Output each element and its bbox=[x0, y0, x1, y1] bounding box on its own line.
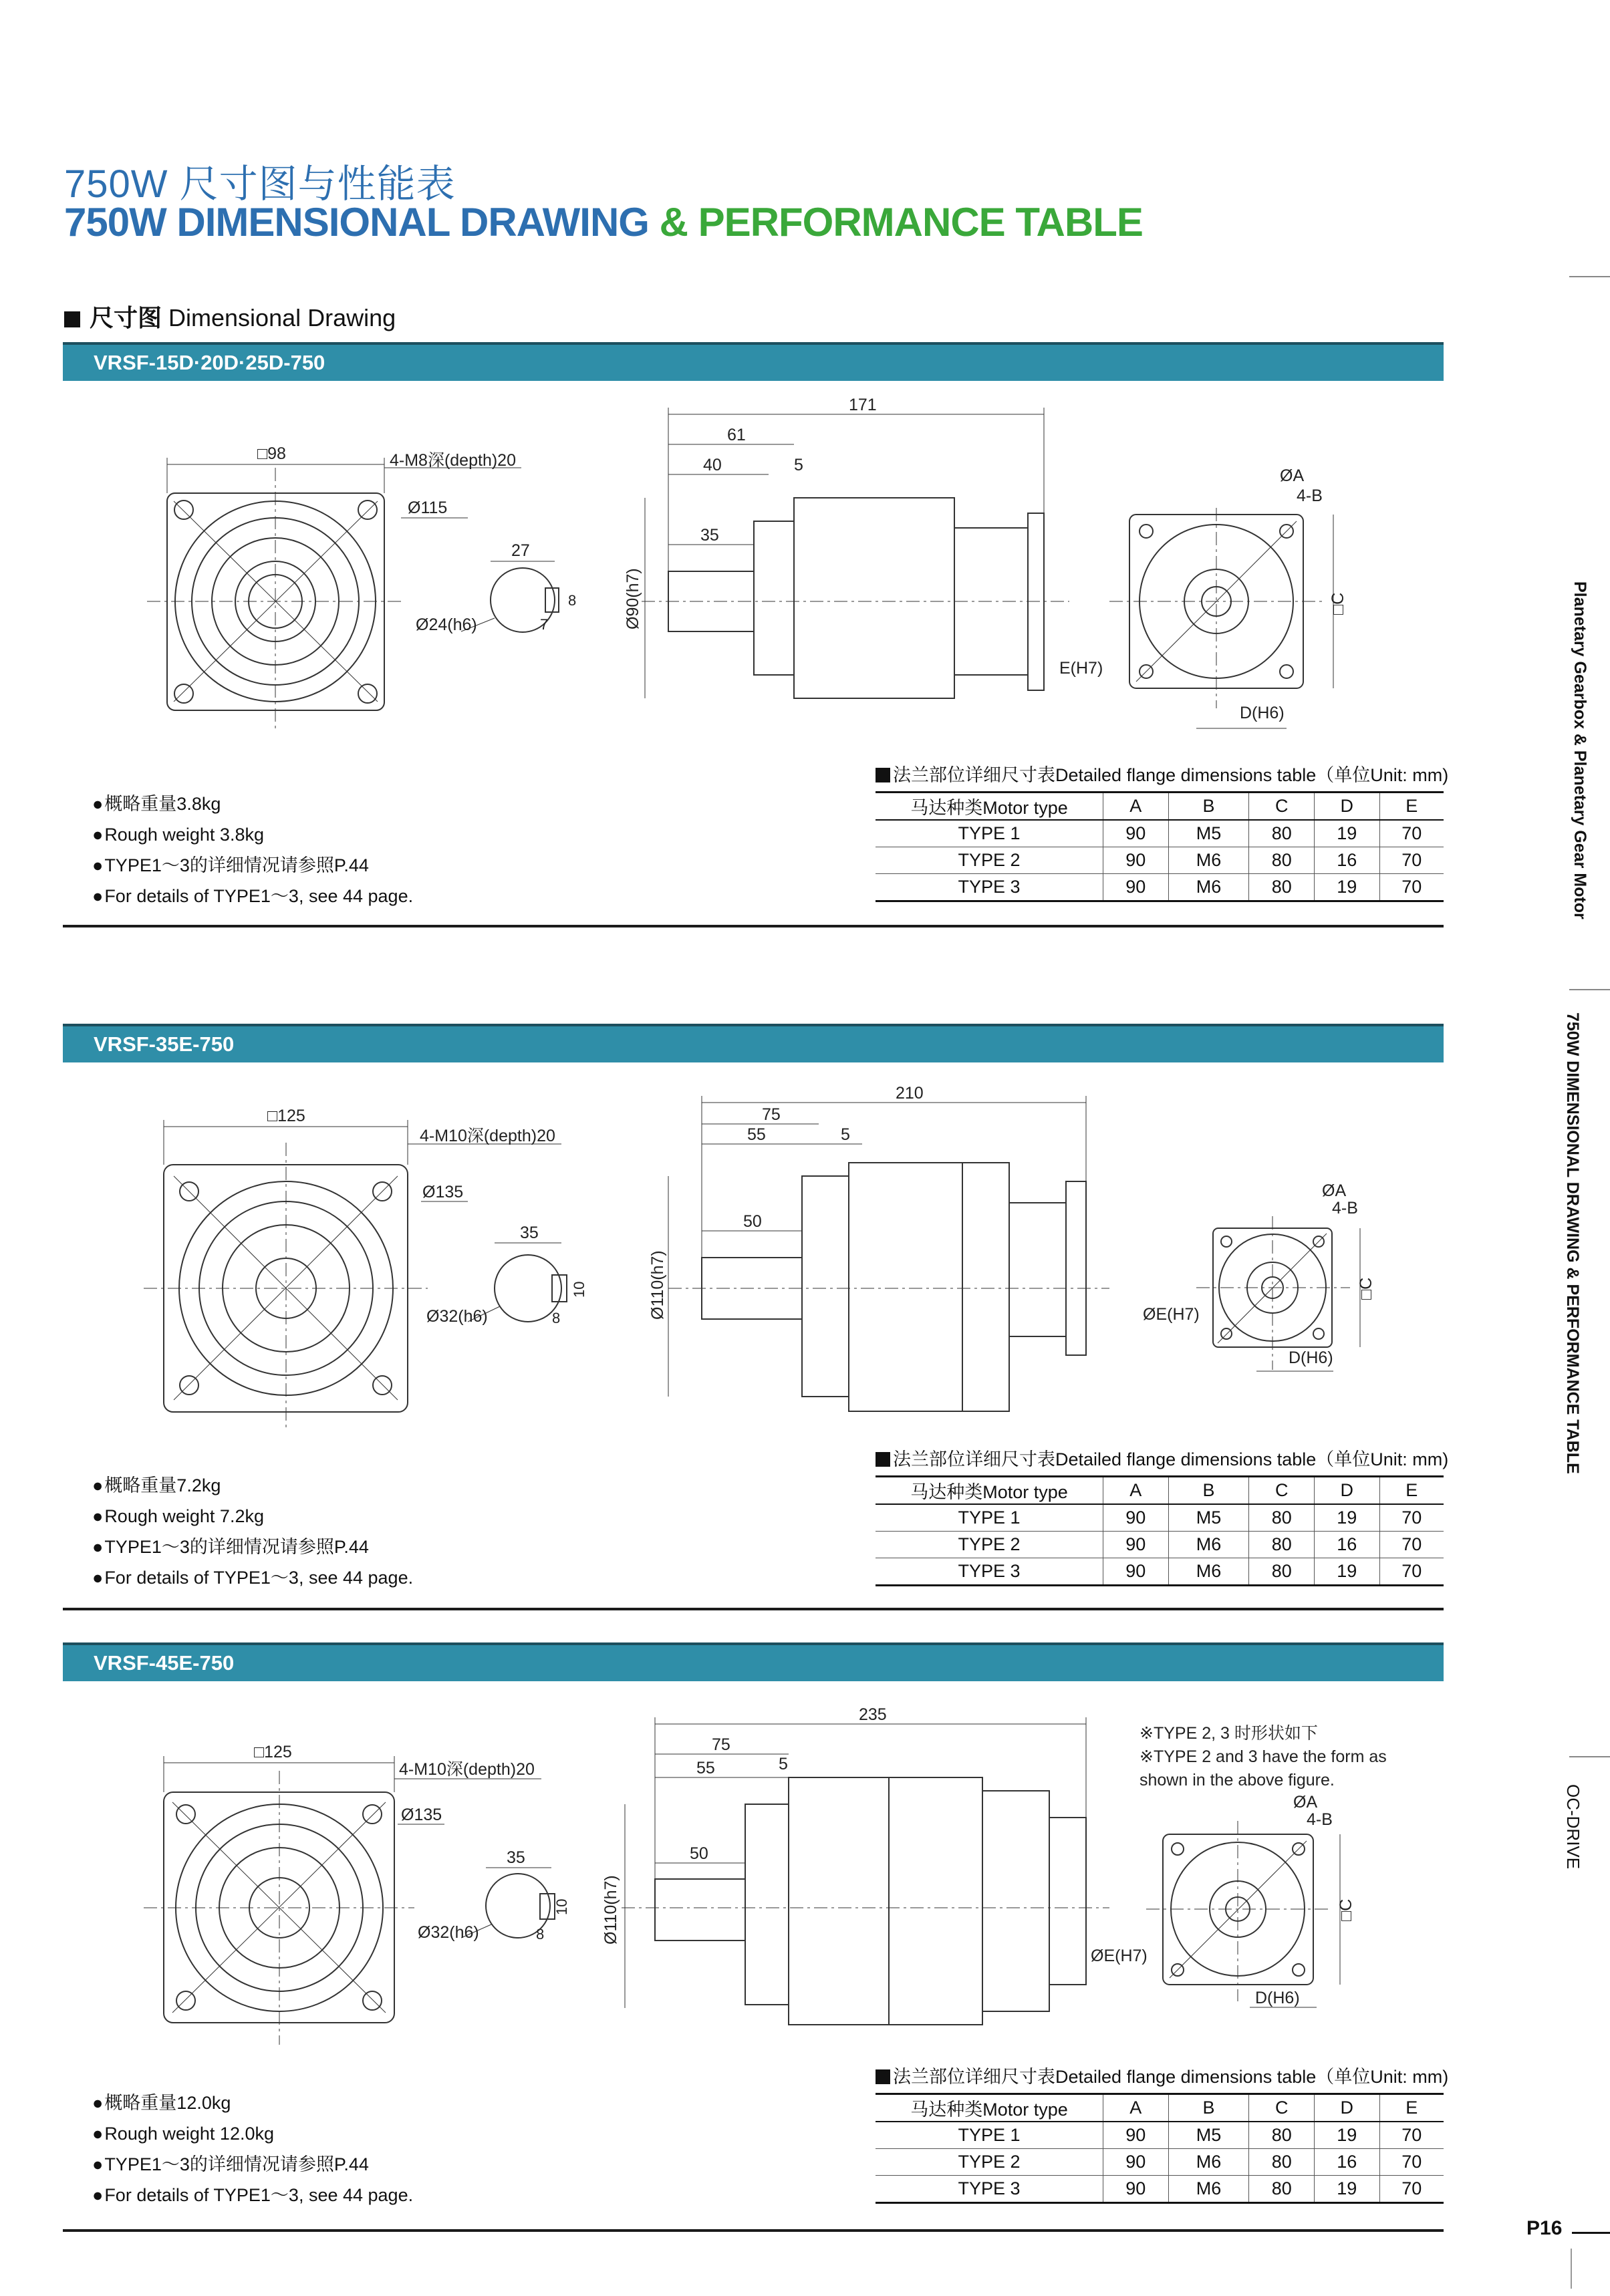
cell: 90 bbox=[1103, 1558, 1169, 1586]
side-label-brand: OC-DRIVE bbox=[1563, 1784, 1583, 1870]
dim-fd: D(H6) bbox=[1289, 1348, 1333, 1367]
title-en-main: 750W DIMENSIONAL DRAWING bbox=[64, 200, 649, 245]
type-note: ※TYPE 2, 3 时形状如下 bbox=[1139, 1724, 1318, 1743]
table-header-row bbox=[876, 2094, 1444, 2122]
dim-len-b: 55 bbox=[696, 1759, 715, 1777]
cell: 19 bbox=[1315, 2122, 1380, 2149]
table-row bbox=[876, 2176, 1444, 2203]
weight-notes bbox=[92, 788, 413, 911]
dim-key-d: 8 bbox=[552, 1310, 561, 1326]
flange-table-title-text: 法兰部位详细尺寸表Detailed flange dimensions table（单位Unit: mm) bbox=[893, 2067, 1449, 2087]
dim-shaft-len: 50 bbox=[743, 1212, 762, 1231]
dim-pcd: Ø135 bbox=[401, 1806, 442, 1824]
col-e: E bbox=[1379, 1477, 1444, 1505]
dim-thread: 4-M10深(depth)20 bbox=[399, 1760, 535, 1779]
table-row bbox=[876, 847, 1444, 874]
dim-len-c: 5 bbox=[841, 1125, 850, 1144]
dimensional-drawing-3 bbox=[0, 1684, 1610, 2058]
note-item: ● 概略重量3.8kg bbox=[92, 788, 413, 819]
dim-fe: ØE(H7) bbox=[1091, 1947, 1148, 1965]
cell: 19 bbox=[1315, 1504, 1380, 1532]
dim-fe: ØE(H7) bbox=[1143, 1305, 1200, 1324]
cell: 70 bbox=[1379, 1504, 1444, 1532]
page-number-rule bbox=[1572, 2232, 1610, 2234]
cell: 90 bbox=[1103, 2176, 1169, 2203]
table-row bbox=[876, 820, 1444, 847]
flange-table-title bbox=[876, 760, 1448, 786]
cell: M5 bbox=[1168, 2122, 1249, 2149]
dim-fa: ØA bbox=[1293, 1793, 1318, 1812]
col-d: D bbox=[1315, 1477, 1380, 1505]
section-heading-en: Dimensional Drawing bbox=[162, 304, 396, 331]
col-a: A bbox=[1103, 793, 1169, 821]
note-item: ● For details of TYPE1～3, see 44 page. bbox=[92, 881, 413, 911]
table-row bbox=[876, 2149, 1444, 2176]
col-motor-type: 马达种类Motor type bbox=[876, 2094, 1103, 2122]
page-title-cn: 750W 尺寸图与性能表 bbox=[64, 162, 456, 206]
dim-shaft-len: 50 bbox=[690, 1844, 708, 1863]
cell: 80 bbox=[1249, 1504, 1315, 1532]
dim-pilot: Ø110(h7) bbox=[601, 1875, 620, 1945]
table-row bbox=[876, 1558, 1444, 1586]
cell: 90 bbox=[1103, 1532, 1169, 1558]
note-item: ● Rough weight 12.0kg bbox=[92, 2118, 413, 2149]
cell: 90 bbox=[1103, 2122, 1169, 2149]
dim-shaft-dia: Ø24(h6) bbox=[416, 615, 477, 634]
dim-pcd: Ø135 bbox=[422, 1183, 464, 1201]
cell: 80 bbox=[1249, 847, 1315, 874]
dim-fd: D(H6) bbox=[1240, 704, 1285, 722]
cell: 80 bbox=[1249, 820, 1315, 847]
col-e: E bbox=[1379, 2094, 1444, 2122]
note-item: ● Rough weight 7.2kg bbox=[92, 1501, 413, 1532]
dim-key-w: 10 bbox=[553, 1898, 570, 1915]
weight-notes bbox=[92, 2088, 413, 2210]
flange-table-title bbox=[876, 2062, 1448, 2088]
dim-pilot: Ø90(h7) bbox=[624, 568, 642, 629]
col-d: D bbox=[1315, 793, 1380, 821]
section-divider bbox=[63, 2229, 1444, 2232]
section-heading-cn: 尺寸图 bbox=[90, 304, 162, 331]
note-item: ● For details of TYPE1～3, see 44 page. bbox=[92, 1562, 413, 1593]
col-motor-type: 马达种类Motor type bbox=[876, 793, 1103, 821]
cell: 19 bbox=[1315, 820, 1380, 847]
dim-key-d: 7 bbox=[540, 616, 549, 633]
flange-table-title-text: 法兰部位详细尺寸表Detailed flange dimensions table（单位Unit: mm) bbox=[893, 1449, 1449, 1469]
dim-fa: ØA bbox=[1280, 466, 1305, 485]
col-a: A bbox=[1103, 2094, 1169, 2122]
cell: M6 bbox=[1168, 1558, 1249, 1586]
cell: 90 bbox=[1103, 2149, 1169, 2176]
cell: 70 bbox=[1379, 2149, 1444, 2176]
table-header-row bbox=[876, 793, 1444, 821]
dim-total: 210 bbox=[896, 1084, 924, 1103]
cell: M5 bbox=[1168, 820, 1249, 847]
model-band bbox=[63, 342, 1444, 381]
dim-fb: 4-B bbox=[1332, 1199, 1358, 1217]
col-b: B bbox=[1168, 1477, 1249, 1505]
cell: 90 bbox=[1103, 874, 1169, 901]
dim-pilot: Ø110(h7) bbox=[648, 1250, 667, 1320]
cell: M6 bbox=[1168, 1532, 1249, 1558]
table-row bbox=[876, 1532, 1444, 1558]
cell: TYPE 3 bbox=[876, 2176, 1103, 2203]
col-a: A bbox=[1103, 1477, 1169, 1505]
section-divider bbox=[63, 1608, 1444, 1610]
dim-fc: □C bbox=[1337, 1898, 1355, 1921]
cell: 70 bbox=[1379, 874, 1444, 901]
square-bullet-icon bbox=[876, 1452, 890, 1467]
dim-fe: E(H7) bbox=[1059, 659, 1103, 678]
dim-len-a: 75 bbox=[712, 1735, 730, 1754]
title-en-accent: & PERFORMANCE TABLE bbox=[648, 200, 1143, 245]
cell: 19 bbox=[1315, 1558, 1380, 1586]
note-item: ● TYPE1～3的详细情况请参照P.44 bbox=[92, 2149, 413, 2180]
cell: 16 bbox=[1315, 1532, 1380, 1558]
section-divider bbox=[63, 925, 1444, 927]
cell: TYPE 2 bbox=[876, 847, 1103, 874]
dim-shaft-dia: Ø32(h6) bbox=[426, 1307, 488, 1326]
dim-fc: □C bbox=[1329, 592, 1347, 615]
model-name: VRSF-15D·20D·25D-750 bbox=[94, 351, 325, 374]
cell: TYPE 3 bbox=[876, 874, 1103, 901]
dim-fb: 4-B bbox=[1307, 1810, 1333, 1829]
cell: 80 bbox=[1249, 2149, 1315, 2176]
weight-notes bbox=[92, 1470, 413, 1593]
col-motor-type: 马达种类Motor type bbox=[876, 1477, 1103, 1505]
col-b: B bbox=[1168, 793, 1249, 821]
dim-fa: ØA bbox=[1322, 1181, 1347, 1200]
cell: 90 bbox=[1103, 820, 1169, 847]
col-b: B bbox=[1168, 2094, 1249, 2122]
table-row bbox=[876, 874, 1444, 901]
dim-len-b: 55 bbox=[747, 1125, 766, 1144]
cell: 16 bbox=[1315, 847, 1380, 874]
col-c: C bbox=[1249, 2094, 1315, 2122]
cell: 70 bbox=[1379, 2122, 1444, 2149]
dim-len-a: 61 bbox=[727, 426, 746, 444]
dim-key-w: 8 bbox=[568, 592, 577, 609]
col-d: D bbox=[1315, 2094, 1380, 2122]
cell: 19 bbox=[1315, 874, 1380, 901]
dim-key-d: 8 bbox=[536, 1926, 545, 1943]
dim-key-h: 35 bbox=[520, 1224, 539, 1242]
page-title-en bbox=[64, 199, 1143, 245]
cell: M6 bbox=[1168, 2176, 1249, 2203]
col-e: E bbox=[1379, 793, 1444, 821]
cell: 90 bbox=[1103, 1504, 1169, 1532]
dim-shaft-len: 35 bbox=[700, 526, 719, 545]
table-header-row bbox=[876, 1477, 1444, 1505]
table-row bbox=[876, 1504, 1444, 1532]
cell: M5 bbox=[1168, 1504, 1249, 1532]
dim-fd: D(H6) bbox=[1255, 1989, 1300, 2007]
footer-vertical-rule bbox=[1571, 2249, 1572, 2289]
side-tick bbox=[1569, 276, 1610, 277]
dim-total: 235 bbox=[859, 1705, 887, 1724]
cell: TYPE 2 bbox=[876, 1532, 1103, 1558]
dim-key-w: 10 bbox=[571, 1281, 587, 1298]
cell: 80 bbox=[1249, 2176, 1315, 2203]
square-bullet-icon bbox=[876, 2069, 890, 2084]
cell: TYPE 1 bbox=[876, 1504, 1103, 1532]
cell: TYPE 1 bbox=[876, 820, 1103, 847]
dim-thread: 4-M10深(depth)20 bbox=[420, 1127, 555, 1145]
cell: TYPE 3 bbox=[876, 1558, 1103, 1586]
section-heading bbox=[64, 299, 396, 333]
note-item: ● TYPE1～3的详细情况请参照P.44 bbox=[92, 1532, 413, 1562]
dim-total: 171 bbox=[849, 396, 877, 414]
note-item: ● Rough weight 3.8kg bbox=[92, 819, 413, 850]
side-label-category: Planetary Gearbox & Planetary Gear Motor bbox=[1571, 581, 1589, 919]
dim-len-b: 40 bbox=[703, 456, 722, 474]
dim-pcd: Ø115 bbox=[408, 498, 448, 517]
dim-key-h: 27 bbox=[511, 541, 530, 560]
note-item: ● TYPE1～3的详细情况请参照P.44 bbox=[92, 850, 413, 881]
dim-len-c: 5 bbox=[779, 1755, 788, 1773]
model-band bbox=[63, 1642, 1444, 1681]
cell: 70 bbox=[1379, 847, 1444, 874]
cell: 80 bbox=[1249, 2122, 1315, 2149]
flange-table bbox=[876, 791, 1444, 902]
cell: 70 bbox=[1379, 2176, 1444, 2203]
flange-table-title-text: 法兰部位详细尺寸表Detailed flange dimensions table（单位Unit: mm) bbox=[893, 765, 1449, 785]
dim-len-a: 75 bbox=[762, 1105, 781, 1124]
cell: M6 bbox=[1168, 874, 1249, 901]
flange-table bbox=[876, 2093, 1444, 2204]
cell: 80 bbox=[1249, 874, 1315, 901]
cell: 70 bbox=[1379, 1532, 1444, 1558]
side-tick bbox=[1569, 989, 1610, 990]
dim-key-h: 35 bbox=[507, 1848, 525, 1867]
dim-shaft-dia: Ø32(h6) bbox=[418, 1923, 479, 1942]
type-note: shown in the above figure. bbox=[1139, 1771, 1335, 1789]
dim-fc: □C bbox=[1357, 1277, 1375, 1300]
cell: 70 bbox=[1379, 1558, 1444, 1586]
dim-len-c: 5 bbox=[794, 456, 803, 474]
dim-thread: 4-M8深(depth)20 bbox=[390, 451, 516, 470]
cell: 16 bbox=[1315, 2149, 1380, 2176]
col-c: C bbox=[1249, 1477, 1315, 1505]
col-c: C bbox=[1249, 793, 1315, 821]
cell: 70 bbox=[1379, 820, 1444, 847]
side-label-title: 750W DIMENSIONAL DRAWING & PERFORMANCE TABLE bbox=[1563, 1012, 1582, 1474]
cell: M6 bbox=[1168, 2149, 1249, 2176]
model-band bbox=[63, 1024, 1444, 1062]
note-item: ● 概略重量7.2kg bbox=[92, 1470, 413, 1501]
page-number: P16 bbox=[1526, 2217, 1563, 2239]
flange-table-title bbox=[876, 1445, 1448, 1471]
note-item: ● 概略重量12.0kg bbox=[92, 2088, 413, 2118]
cell: M6 bbox=[1168, 847, 1249, 874]
table-row bbox=[876, 2122, 1444, 2149]
model-name: VRSF-45E-750 bbox=[94, 1651, 235, 1675]
note-item: ● For details of TYPE1～3, see 44 page. bbox=[92, 2180, 413, 2210]
cell: 19 bbox=[1315, 2176, 1380, 2203]
dim-fb: 4-B bbox=[1297, 486, 1323, 505]
dim-square: □125 bbox=[267, 1107, 305, 1125]
cell: 80 bbox=[1249, 1558, 1315, 1586]
dim-square: □125 bbox=[254, 1743, 292, 1761]
flange-table bbox=[876, 1475, 1444, 1586]
square-bullet-icon bbox=[64, 311, 80, 327]
cell: TYPE 2 bbox=[876, 2149, 1103, 2176]
model-name: VRSF-35E-750 bbox=[94, 1032, 235, 1056]
type-note: ※TYPE 2 and 3 have the form as bbox=[1139, 1747, 1387, 1766]
cell: 90 bbox=[1103, 847, 1169, 874]
dim-square: □98 bbox=[257, 444, 286, 463]
cell: TYPE 1 bbox=[876, 2122, 1103, 2149]
dimensional-drawing-2 bbox=[0, 1062, 1610, 1437]
square-bullet-icon bbox=[876, 768, 890, 782]
cell: 80 bbox=[1249, 1532, 1315, 1558]
